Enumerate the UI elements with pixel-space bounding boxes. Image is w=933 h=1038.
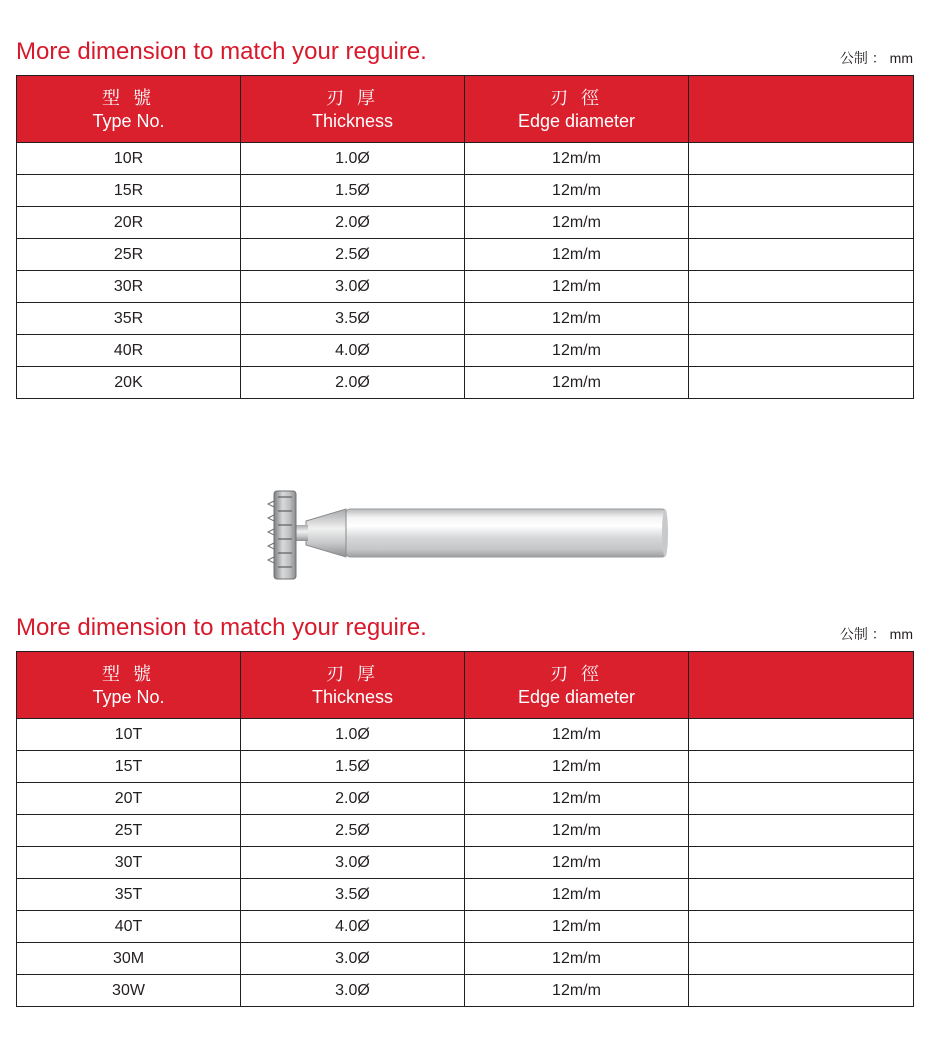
header-type-no <box>17 76 241 143</box>
unit-note: 公制 ： mm <box>839 50 913 66</box>
cell-thickness: 2.5Ø <box>241 239 465 271</box>
cell-type-no: 35T <box>17 879 241 911</box>
header-label-zh: 刃 厚 <box>325 664 379 684</box>
cell-thickness: 2.0Ø <box>241 783 465 815</box>
t-slot-cutter-icon <box>266 487 668 583</box>
cell-edge-diameter: 12m/m <box>465 239 689 271</box>
header-label-en: Type No. <box>92 111 165 131</box>
header-label-en: Thickness <box>311 687 394 707</box>
cell-edge-diameter: 12m/m <box>465 751 689 783</box>
cell-edge-diameter: 12m/m <box>465 879 689 911</box>
header-label-zh: 型 號 <box>101 88 155 108</box>
header-thickness <box>241 76 465 143</box>
header-label-zh: 型 號 <box>101 664 155 684</box>
cell-empty <box>689 815 914 847</box>
cell-edge-diameter: 12m/m <box>465 719 689 751</box>
table-row <box>17 943 914 975</box>
cell-empty <box>689 207 914 239</box>
table-body <box>17 719 914 1007</box>
cell-edge-diameter: 12m/m <box>465 847 689 879</box>
header-edge-diameter <box>465 76 689 143</box>
cell-type-no: 25R <box>17 239 241 271</box>
table-body <box>17 143 914 399</box>
cell-edge-diameter: 12m/m <box>465 175 689 207</box>
cell-edge-diameter: 12m/m <box>465 207 689 239</box>
cell-empty <box>689 783 914 815</box>
table-row <box>17 815 914 847</box>
table-row <box>17 367 914 399</box>
cell-empty <box>689 943 914 975</box>
cell-type-no: 20K <box>17 367 241 399</box>
cell-edge-diameter: 12m/m <box>465 143 689 175</box>
cell-type-no: 35R <box>17 303 241 335</box>
cell-edge-diameter: 12m/m <box>465 943 689 975</box>
cell-type-no: 40R <box>17 335 241 367</box>
spec-table <box>16 651 914 1007</box>
table-row <box>17 239 914 271</box>
header-label-en: Edge diameter <box>517 111 636 131</box>
cell-type-no: 30T <box>17 847 241 879</box>
cell-empty <box>689 335 914 367</box>
cell-thickness: 3.5Ø <box>241 879 465 911</box>
table-row <box>17 975 914 1007</box>
table-row <box>17 143 914 175</box>
table-row <box>17 719 914 751</box>
cell-empty <box>689 751 914 783</box>
table-row <box>17 847 914 879</box>
cell-type-no: 15R <box>17 175 241 207</box>
cell-edge-diameter: 12m/m <box>465 815 689 847</box>
section-title: More dimension to match your reguire. <box>16 38 427 65</box>
cell-thickness: 3.0Ø <box>241 943 465 975</box>
cell-thickness: 1.5Ø <box>241 175 465 207</box>
table-row <box>17 207 914 239</box>
cell-empty <box>689 239 914 271</box>
cell-thickness: 2.0Ø <box>241 207 465 239</box>
table-row <box>17 335 914 367</box>
spec-section-t-series <box>16 613 913 1015</box>
cell-thickness: 4.0Ø <box>241 335 465 367</box>
section-title: More dimension to match your reguire. <box>16 614 427 641</box>
cell-thickness: 3.5Ø <box>241 303 465 335</box>
cell-type-no: 20R <box>17 207 241 239</box>
header-empty <box>689 76 914 143</box>
table-row <box>17 175 914 207</box>
unit-note: 公制 ： mm <box>839 626 913 642</box>
cell-type-no: 15T <box>17 751 241 783</box>
spec-section-r-series <box>16 37 913 407</box>
cell-thickness: 1.5Ø <box>241 751 465 783</box>
cell-empty <box>689 911 914 943</box>
header-label-zh: 刃 徑 <box>549 664 603 684</box>
cell-edge-diameter: 12m/m <box>465 783 689 815</box>
cell-empty <box>689 271 914 303</box>
cell-thickness: 3.0Ø <box>241 271 465 303</box>
cell-empty <box>689 847 914 879</box>
header-edge-diameter <box>465 652 689 719</box>
cell-thickness: 3.0Ø <box>241 975 465 1007</box>
header-label-en: Edge diameter <box>517 687 636 707</box>
cell-edge-diameter: 12m/m <box>465 303 689 335</box>
table-row <box>17 303 914 335</box>
cell-empty <box>689 143 914 175</box>
table-row <box>17 879 914 911</box>
header-type-no <box>17 652 241 719</box>
cell-empty <box>689 719 914 751</box>
cell-thickness: 1.0Ø <box>241 719 465 751</box>
cell-type-no: 25T <box>17 815 241 847</box>
cell-thickness: 2.5Ø <box>241 815 465 847</box>
cell-type-no: 10T <box>17 719 241 751</box>
cell-type-no: 20T <box>17 783 241 815</box>
spec-table <box>16 75 914 399</box>
cell-edge-diameter: 12m/m <box>465 271 689 303</box>
cell-edge-diameter: 12m/m <box>465 975 689 1007</box>
cell-type-no: 40T <box>17 911 241 943</box>
header-label-zh: 刃 厚 <box>325 88 379 108</box>
header-thickness <box>241 652 465 719</box>
header-label-zh: 刃 徑 <box>549 88 603 108</box>
cell-empty <box>689 975 914 1007</box>
table-row <box>17 271 914 303</box>
cell-empty <box>689 303 914 335</box>
cell-empty <box>689 175 914 207</box>
table-row <box>17 783 914 815</box>
cell-thickness: 3.0Ø <box>241 847 465 879</box>
table-row <box>17 751 914 783</box>
cell-type-no: 30R <box>17 271 241 303</box>
cell-edge-diameter: 12m/m <box>465 911 689 943</box>
cell-thickness: 4.0Ø <box>241 911 465 943</box>
header-label-en: Type No. <box>92 687 165 707</box>
table-row <box>17 911 914 943</box>
header-empty <box>689 652 914 719</box>
cell-type-no: 30W <box>17 975 241 1007</box>
cell-thickness: 1.0Ø <box>241 143 465 175</box>
cell-thickness: 2.0Ø <box>241 367 465 399</box>
cell-edge-diameter: 12m/m <box>465 335 689 367</box>
header-label-en: Thickness <box>311 111 394 131</box>
cell-edge-diameter: 12m/m <box>465 367 689 399</box>
table-header-row <box>17 76 914 143</box>
table-header-row <box>17 652 914 719</box>
cell-empty <box>689 879 914 911</box>
cell-empty <box>689 367 914 399</box>
cell-type-no: 10R <box>17 143 241 175</box>
cell-type-no: 30M <box>17 943 241 975</box>
